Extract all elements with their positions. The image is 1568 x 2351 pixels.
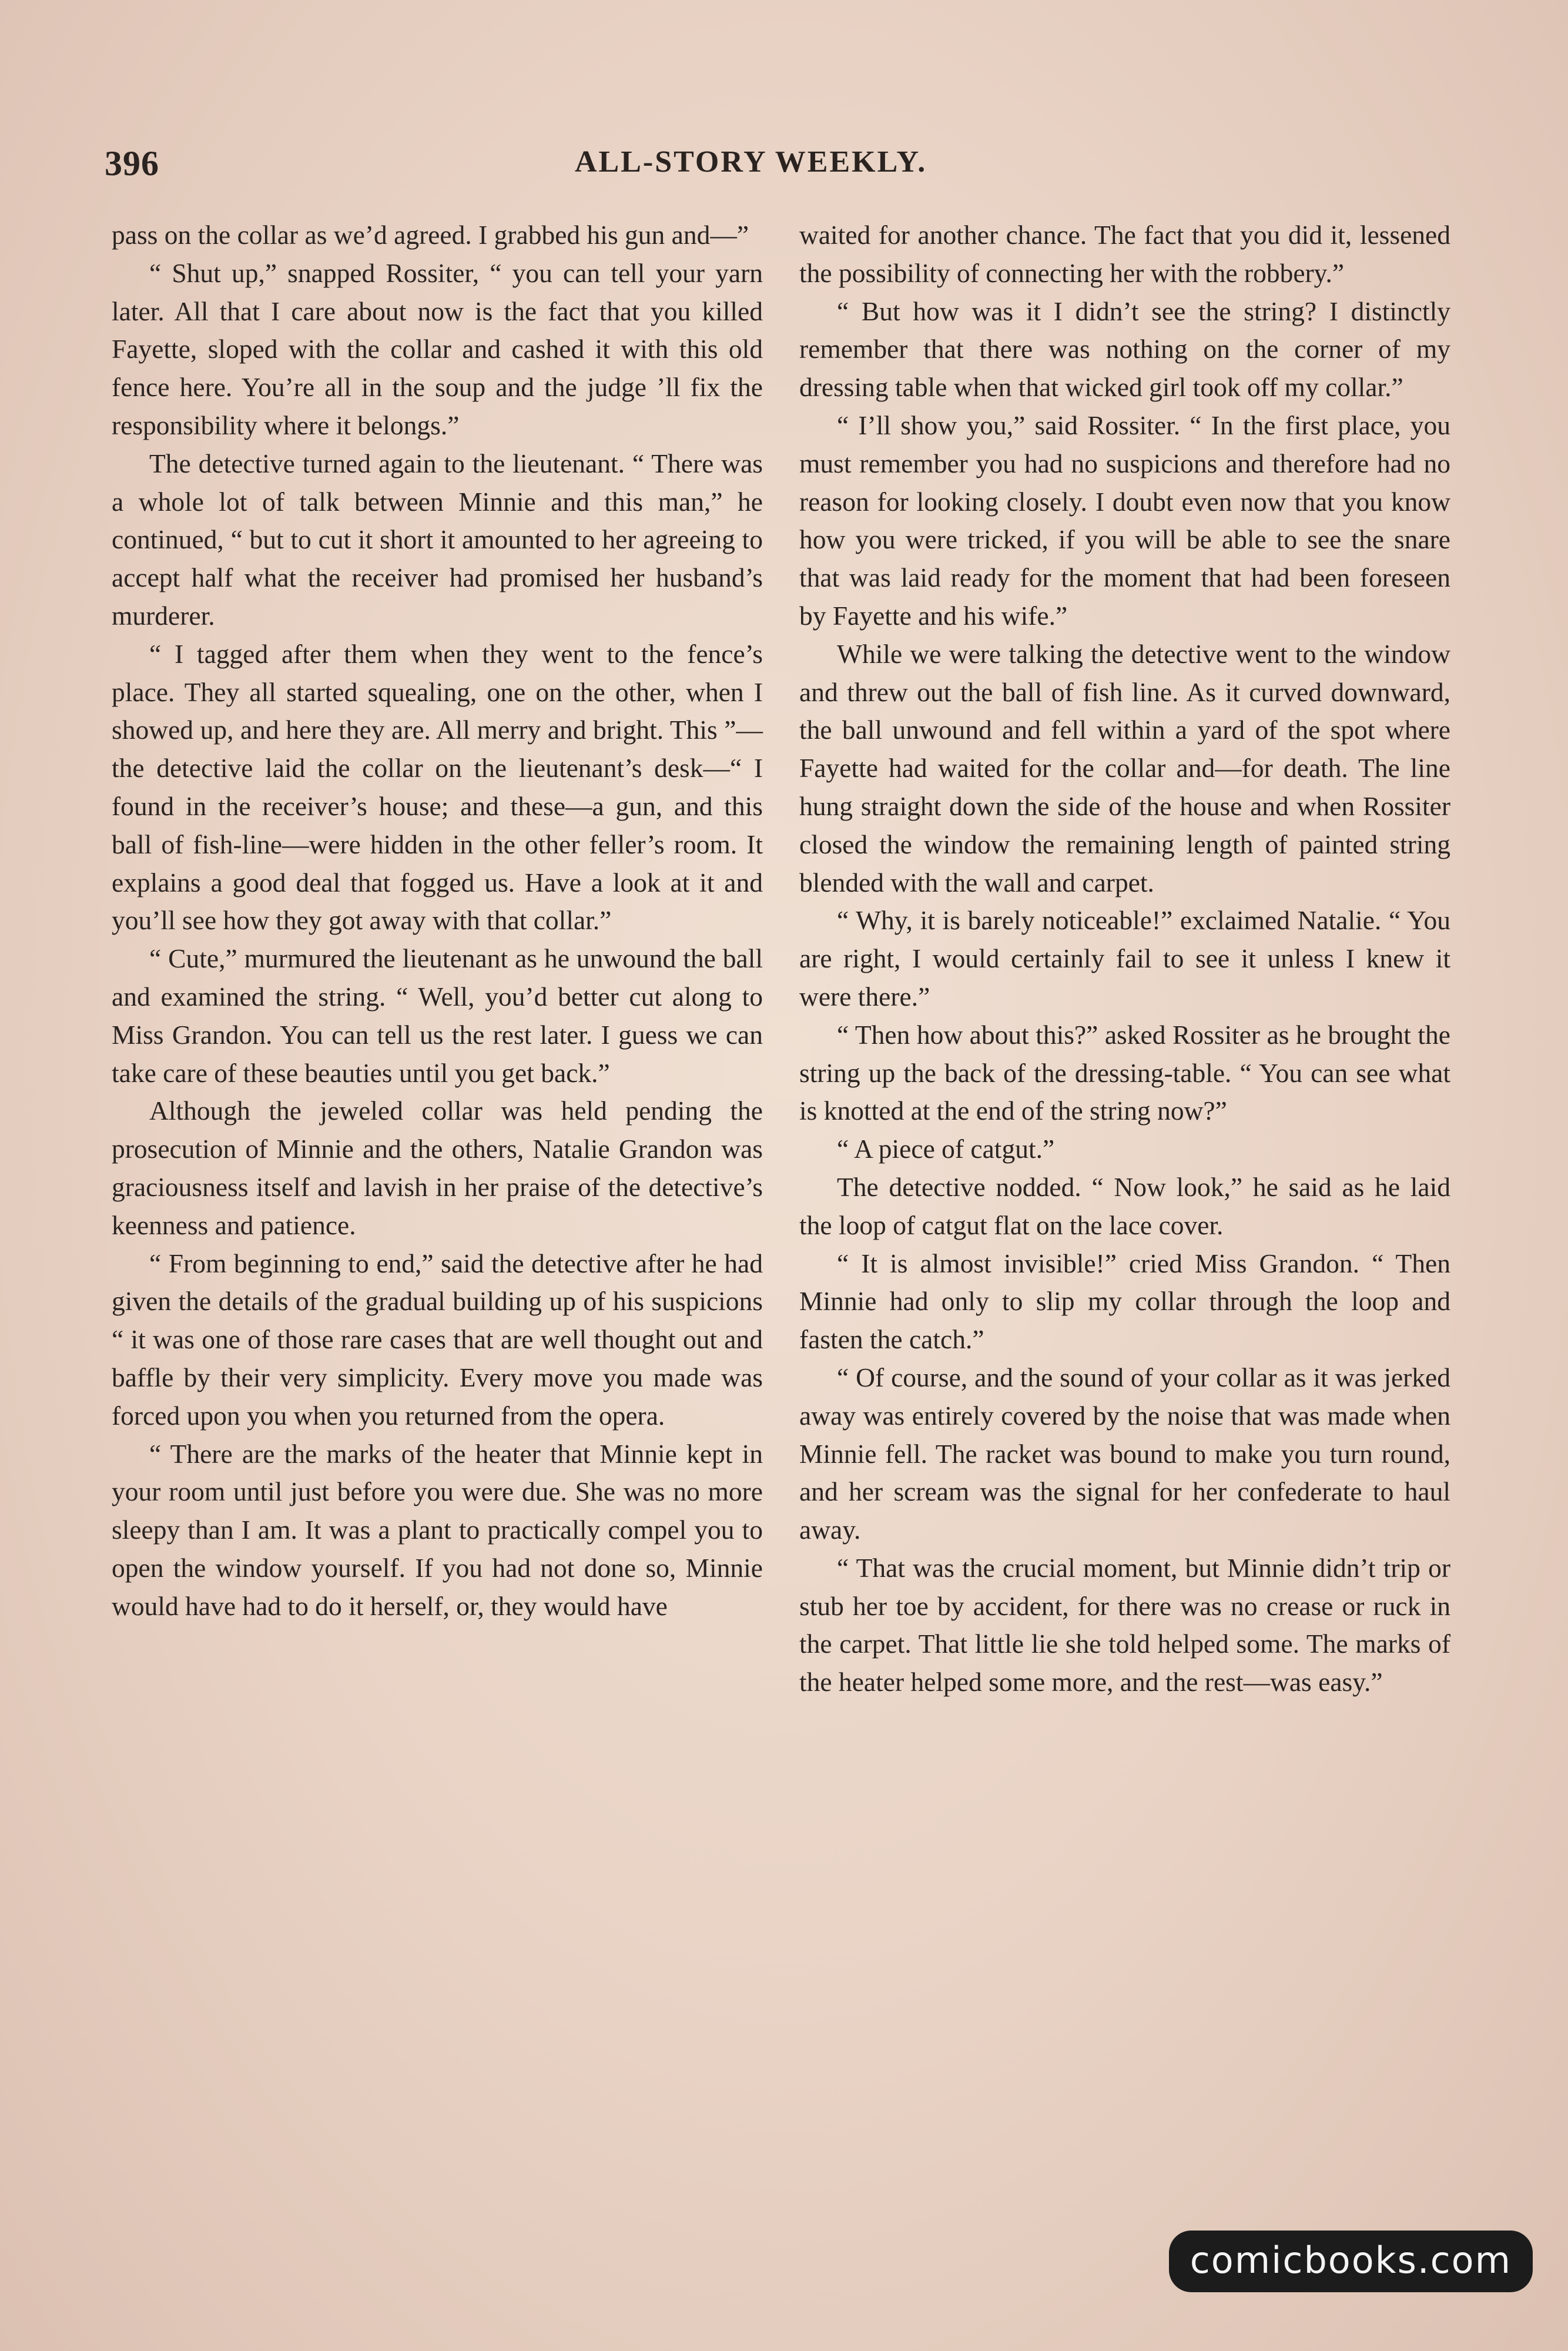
paragraph: “ Of course, and the sound of your collar as it was jerked away was entirely covered by the noise that was made when Minnie fell. The racket was bound to make you turn round, and her scream was the signal for her confederate to haul away. [799, 1362, 1450, 1545]
paragraph: “ Shut up,” snapped Rossiter, “ you can tell your yarn later. All that I care about now is the fact that you killed Fayette, sloped with the collar and cashed it with this old fence here. You’re all in the soup and the judge ’ll fix the responsibility where it belongs.” [112, 257, 763, 440]
paragraph: “ It is almost invisible!” cried Miss Grandon. “ Then Minnie had only to slip my collar through the loop and fasten the catch.” [799, 1248, 1450, 1355]
left-column [112, 216, 763, 1625]
page-header [105, 143, 1456, 190]
paragraph: “ From beginning to end,” said the detective after he had given the details of the gradual building up of his suspicions “ it was one of those rare cases that are well thought out and baffle by their very simplicity. Every move you made was forced upon you when you returned from the opera. [112, 1248, 763, 1431]
paragraph: The detective nodded. “ Now look,” he said as he laid the loop of catgut flat on the lace cover. [799, 1171, 1450, 1240]
paragraph: While we were talking the detective went to the window and threw out the ball of fish line. As it curved downward, the ball unwound and fell within a yard of the spot where Fayette had waited for the collar and—for death. The line hung straight down the side of the house and when Rossiter closed the window the remaining length of painted string blended with the wall and carpet. [799, 638, 1450, 897]
paragraph: “ Cute,” murmured the lieutenant as he unwound the ball and examined the string. “ Well, you’d better cut along to Miss Grandon. You can tell us the rest later. I guess we can take care of these beauties until you get back.” [112, 943, 763, 1088]
paragraph: “ I tagged after them when they went to the fence’s place. They all started squealing, one on the other, when I showed up, and here they are. All merry and bright. This ”—the detective laid the collar on the lieutenant’s desk—“ I found in the receiver’s house; and these—a gun, and this ball of fish-line—were hidden in the other feller’s room. It explains a good deal that fogged us. Have a look at it and you’ll see how they got away with that collar.” [112, 638, 763, 936]
paragraph: “ But how was it I didn’t see the string? I distinctly remember that there was nothing on the corner of my dressing table when that wicked girl took off my collar.” [799, 296, 1450, 403]
page-number: 396 [105, 144, 159, 183]
paragraph: The detective turned again to the lieutenant. “ There was a whole lot of talk between Minnie and this man,” he continued, “ but to cut it short it amounted to her agreeing to accept half what the receiver had promised her husband’s murderer. [112, 448, 763, 631]
paragraph: waited for another chance. The fact that you did it, lessened the possibility of connecting her with the robbery.” [799, 220, 1450, 288]
right-column [799, 216, 1450, 1702]
paragraph: pass on the collar as we’d agreed. I grabbed his gun and—” [112, 220, 749, 250]
paragraph: “ Why, it is barely noticeable!” exclaimed Natalie. “ You are right, I would certainly fail to see it unless I knew it were there.” [799, 905, 1450, 1012]
paragraph: “ There are the marks of the heater that Minnie kept in your room until just before you were due. She was no more sleepy than I am. It was a plant to practically compel you to open the window yourself. If you had not done so, Minnie would have had to do it herself, or, they would have [112, 1438, 763, 1621]
paragraph: “ I’ll show you,” said Rossiter. “ In the first place, you must remember you had no suspicions and therefore had no reason for looking closely. I doubt even now that you know how you were tricked, if you will be able to see the snare that was laid ready for the moment that had been foreseen by Fayette and his wife.” [799, 410, 1450, 631]
paragraph: “ A piece of catgut.” [837, 1134, 1055, 1164]
paragraph: “ That was the crucial moment, but Minnie didn’t trip or stub her toe by accident, for there was no crease or ruck in the carpet. That little lie she told helped some. The marks of the heater helped some more, and the rest—was easy.” [799, 1552, 1450, 1697]
paragraph: “ Then how about this?” asked Rossiter as he brought the string up the back of the dressing-table. “ You can see what is knotted at the end of the string now?” [799, 1019, 1450, 1126]
paragraph: Although the jeweled collar was held pending the prosecution of Minnie and the others, Natalie Grandon was graciousness itself and lavish in her praise of the detective’s keenness and patience. [112, 1096, 763, 1240]
running-head: ALL-STORY WEEKLY. [575, 145, 927, 179]
watermark-logo: comicbooks.com [1169, 2231, 1533, 2292]
